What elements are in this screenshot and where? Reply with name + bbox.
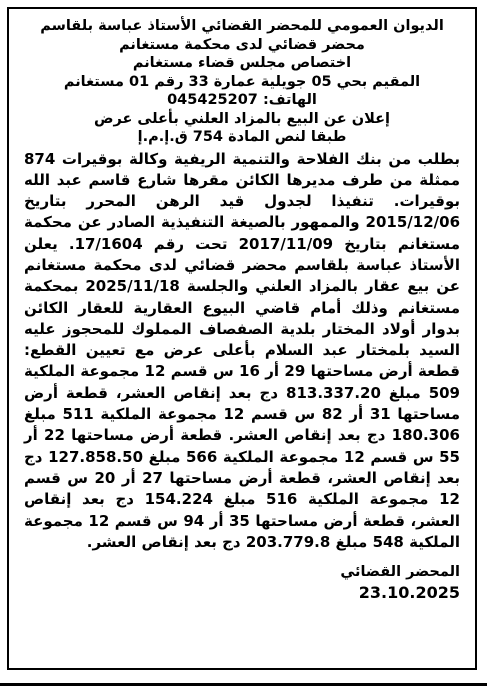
notice-date: 23.10.2025 xyxy=(358,583,460,603)
notice-frame xyxy=(7,7,477,670)
notice-content xyxy=(24,17,460,662)
jurisdiction: اختصاص مجلس قضاء مستغانم xyxy=(132,55,352,71)
office-title: الديوان العمومي للمحضر القضائي الأستاذ عباسة بلقاسم xyxy=(40,18,444,34)
announcement-title: إعلان عن البيع بالمزاد العلني بأعلى عرض xyxy=(93,110,391,127)
notice-header xyxy=(24,17,460,147)
address: المقيم بحي 05 جويلية عمارة 33 رقم 01 مستغانم xyxy=(63,73,421,90)
signature: المحضر القضائي xyxy=(340,564,460,581)
legal-reference: طبقا لنص المادة 754 ق.إ.م.إ xyxy=(137,129,347,145)
bailiff-role: محضر قضائي لدى محكمة مستغانم xyxy=(119,36,365,53)
bottom-divider xyxy=(0,683,487,686)
phone: الهاتف: 045425207 xyxy=(167,92,317,108)
notice-body: بطلب من بنك الفلاحة والتنمية الريفية وكالة بوقيرات 874 ممثلة من طرف مديرها الكائن مقرها شارع قاسم عبد الله بوقيرات. تنفيذا لجدول قيد الرهن المحرر بتاريخ 2015/12/06 والممهور بالصيغة التنفيذية الصادر عن محكمة مستغانم بتاريخ 2017/11/09 تحت رقم 17/1604. يعلن الأستاذ عباسة بلقاسم محضر قضائي لدى محكمة مستغانم عن بيع عقار بالمزاد العلني والجلسة 2025/11/18 بمحكمة مستغانم وذلك أمام قاضي البيوع العقارية للعقار الكائن بدوار أولاد المختار بلدية الصفصاف المملوك للمحجوز عليه السيد بلمختار عبد السلام بأعلى عرض مع تعيين القطع: قطعة أرض مساحتها 29 أر 16 س قسم 12 مجموعة الملكية 509 مبلغ 813.337.20 دج بعد إنقاص العشر، قطعة أرض مساحتها 31 أر 82 س قسم 12 مجموعة الملكية 511 مبلغ 180.306 دج بعد إنقاص العشر. قطعة أرض مساحتها 22 أر 55 س قسم 12 مجموعة الملكية 566 مبلغ 127.858.50 دج بعد إنقاص العشر، قطعة أرض مساحتها 27 أر 20 س قسم 12 مجموعة الملكية 516 مبلغ 154.224 دج بعد إنقاص العشر، قطعة أرض مساحتها 35 أر 94 س قسم 12 مجموعة الملكية 548 مبلغ 203.779.8 دج بعد إنقاص العشر. xyxy=(24,149,461,551)
